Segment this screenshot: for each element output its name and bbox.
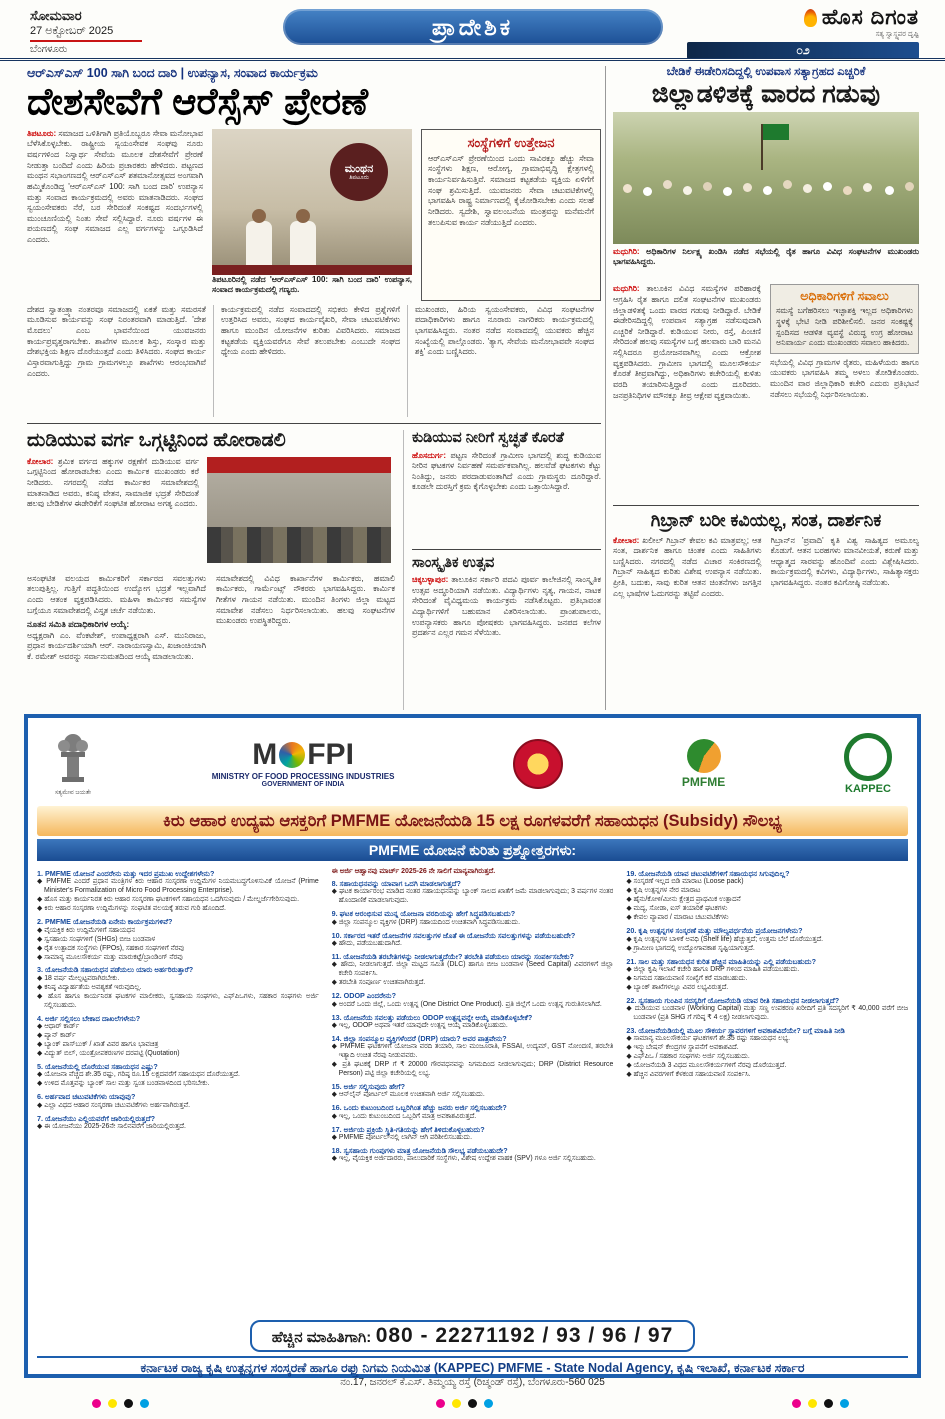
deadline-col2: ಸಭೆಯಲ್ಲಿ ವಿವಿಧ ಗ್ರಾಮಗಳ ರೈತರು, ಮಹಿಳೆಯರು ಹಾಗೂ ಯುವಕರು ಭಾಗವಹಿಸಿ ತಮ್ಮ ಅಳಲು ತೋಡಿಕೊಂಡರು. ಮುಂದಿನ ವಾರ ಜಿಲ್ಲಾಧಿಕಾರಿ ಕಚೇರಿ ಎದುರು ಪ್ರತಿಭಟನೆ ನಡೆಸಲು ಸಭೆಯಲ್ಲಿ ನಿರ್ಧರಿಸಲಾಯಿತು. [770, 357, 919, 399]
qa-answer: ◆ ಇಲ್ಲ, ವೈಯಕ್ತಿಕ ಅರ್ಜಿದಾರರು, ಪಾಲುದಾರಿಕೆ ಸಂಸ್ಥೆಗಳು, ವಿಶೇಷ ಉದ್ದೇಶ ವಾಹಕ (SPV) ಗಳೂ ಅರ್ಜಿ ಸಲ್ಲಿಸಬಹುದು. [331, 1155, 596, 1163]
deadline-col2-stack [770, 284, 919, 498]
kappec-label: KAPPEC [845, 783, 891, 795]
flame-icon [804, 9, 817, 27]
protest-photo [613, 112, 919, 244]
qa-answer: ◆ ಬ್ಯಾಂಕ್ ಶಾಖೆಗಳಲ್ಲೂ ವಿವರ ಲಭ್ಯವಿರುತ್ತದೆ. [626, 983, 729, 991]
qa-question: 2. PMFME ಯೋಜನೆಯಡಿ ಏನೇನು ಕಾರ್ಯಕ್ರಮಗಳಿವೆ? [37, 917, 173, 927]
qa-answer: ◆ ನಿಗಮದ ಸಹಾಯವಾಣಿ ಸಂಖ್ಯೆಗೆ ಕರೆ ಮಾಡಬಹುದು. [626, 974, 748, 982]
challenge-box [770, 284, 919, 354]
middle-column [403, 430, 601, 710]
regmark-group-center [436, 1399, 493, 1408]
red-rule [30, 40, 142, 42]
phone-number: 080 - 22271192 / 93 / 96 / 97 [375, 1324, 674, 1347]
qa-answer: ◆ ಹೊಸ ಮತ್ತು ಕಾರ್ಯನಿರತ ಕಿರು ಆಹಾರ ಸಂಸ್ಕರಣಾ ಘಟಕಗಳಿಗೆ ಸಹಾಯಧನ ಒದಗಿಸುವುದು / ಮೇಲ್ದರ್ಜೆಗೇರಿಸುವುದು. [37, 896, 300, 904]
qa-answer: ◆ ಜಿಲ್ಲಾ ಕೃಷಿ ಇಲಾಖೆ ಕಚೇರಿ ಹಾಗೂ DRP ಗಳಿಂದ ಮಾಹಿತಿ ಪಡೆಯಬಹುದು. [626, 965, 800, 973]
ad-headline: ಕಿರು ಆಹಾರ ಉದ್ಯಮ ಆಸಕ್ತರಿಗೆ PMFME ಯೋಜನೆಯಡಿ 15 ಲಕ್ಷ ರೂಗಳವರೆಗೆ ಸಹಾಯಧನ (Subsidy) ಸೌಲಭ್ಯ [37, 806, 908, 836]
registration-dot [792, 1399, 801, 1408]
water-dateline: ಹೊಸದುರ್ಗ: [412, 450, 447, 460]
qa-answer: ◆ ಕೃಷಿ ಉತ್ಪನ್ನಗಳ ನೇರ ಮಾರಾಟ [626, 887, 701, 895]
rss-col2: ದೇಶದ ಸ್ವಾತಂತ್ರ್ಯಾ ನಂತರವೂ ಸಮಾಜದಲ್ಲಿ ಏಕತೆ ಮತ್ತು ಸಮರಸತೆ ಮೂಡಿಸುವ ಕಾರ್ಯವನ್ನು ಸಂಘ ನಿರಂತರವಾಗಿ ಮಾಡುತ್ತಿದೆ. 'ದೇಶ ಮೊದಲು' ಎಂಬ ಭಾವನೆಯಿಂದ ಯುವಜನರು ಕಾರ್ಯಪ್ರವೃತ್ತರಾಗಬೇಕು. ಶಾಖೆಗಳ ಮೂಲಕ ಶಿಸ್ತು, ಸಂಸ್ಕಾರ ಮತ್ತು ದೇಶಭಕ್ತಿಯ ಶಿಕ್ಷಣ ದೊರೆಯುತ್ತದೆ ಎಂದು ತಿಳಿಸಿದರು. ಸಂಘದ ಕಾರ್ಯ ವಿಸ್ತಾರವಾಗುತ್ತಿದ್ದು ಗ್ರಾಮ ಗ್ರಾಮಗಳಲ್ಲೂ ಶಾಖೆಗಳು ಆರಂಭವಾಗಿವೆ ಎಂದರು. [27, 304, 206, 378]
kappec-logo [844, 733, 892, 795]
qa-answer: ◆ ಇಲ್ಲ, ಒಂದು ಕುಟುಂಬದಿಂದ ಒಬ್ಬರಿಗೆ ಮಾತ್ರ ಅವಕಾಶವಿರುತ್ತದೆ. [331, 1112, 477, 1120]
qa-answer: ◆ ಇಲ್ಲ, ODOP ಅಥವಾ ಇತರೆ ಯಾವುದೇ ಉತ್ಪನ್ನ ಆಯ್ಕೆ ಮಾಡಿಕೊಳ್ಳಬಹುದು. [331, 1021, 508, 1029]
culture-headline: ಸಾಂಸ್ಕೃತಿಕ ಉತ್ಸವ [412, 554, 495, 571]
deadline-col1: ಮಧುಗಿರಿ: ತಾಲೂಕಿನ ವಿವಿಧ ಸಮಸ್ಯೆಗಳ ಪರಿಹಾರಕ್ಕೆ ಆಗ್ರಹಿಸಿ ರೈತ ಹಾಗೂ ದಲಿತ ಸಂಘಟನೆಗಳ ಮುಖಂಡರು ಜಿಲ್ಲಾಡಳಿತಕ್ಕೆ ಒಂದು ವಾರದ ಗಡುವು ನೀಡಿದ್ದಾರೆ. ಬೇಡಿಕೆ ಈಡೇರಿಸದಿದ್ದಲ್ಲಿ ಉಪವಾಸ ಸತ್ಯಾಗ್ರಹ ನಡೆಸುವುದಾಗಿ ಎಚ್ಚರಿಕೆ ನೀಡಿದ್ದಾರೆ. ಕುಡಿಯುವ ನೀರು, ರಸ್ತೆ, ಪಿಂಚಣಿ ಸೇರಿದಂತೆ ಹಲವು ಸಮಸ್ಯೆಗಳ ಬಗ್ಗೆ ಹಲವಾರು ಬಾರಿ ಮನವಿ ಸಲ್ಲಿಸಿದರೂ ಪ್ರಯೋಜನವಾಗಿಲ್ಲ ಎಂದು ಆಕ್ರೋಶ ವ್ಯಕ್ತಪಡಿಸಿದರು. ಗ್ರಾಮೀಣ ಭಾಗದಲ್ಲಿ ಮೂಲಸೌಕರ್ಯ ಕೊರತೆ ತೀವ್ರವಾಗಿದ್ದು, ಅಧಿಕಾರಿಗಳು ಕಚೇರಿಯಲ್ಲಿ ಕುಳಿತು ವರದಿ ತಯಾರಿಸುತ್ತಿದ್ದಾರೆ ಎಂದು ದೂರಿದರು. ಜನಪ್ರತಿನಿಧಿಗಳ ಮೌನಕ್ಕೂ ತೀವ್ರ ಆಕ್ಷೇಪ ವ್ಯಕ್ತವಾಯಿತು. [613, 284, 761, 400]
qa-answer: ◆ PMFME ಎಂದರೆ ಪ್ರಧಾನ ಮಂತ್ರಿಗಳ ಕಿರು ಆಹಾರ ಸಂಸ್ಕರಣಾ ಉದ್ದಿಮೆಗಳ ನಿಯಮಬದ್ಧಗೊಳಿಸುವಿಕೆ ಯೋಜನೆ (Prime Minister's Formalization of Micro Food Processing Enterprise). [37, 878, 319, 895]
qa-answer: ◆ PMFME ಘಟಕಗಳಿಗೆ ಯೋಜನಾ ವರದಿ ತಯಾರಿ, ಸಾಲ ಮಂಜೂರಾತಿ, FSSAI, ಉದ್ಯಮ್, GST ನೋಂದಣಿ, ತರಬೇತಿ ಇತ್ಯಾದಿ ಉಚಿತ ನೆರವು ನೀಡುವವರು. [331, 1043, 614, 1060]
water-body: ಹೊಸದುರ್ಗ: ಪಟ್ಟಣ ಸೇರಿದಂತೆ ಗ್ರಾಮೀಣ ಭಾಗದಲ್ಲಿ ಶುದ್ಧ ಕುಡಿಯುವ ನೀರಿನ ಘಟಕಗಳ ನಿರ್ವಹಣೆ ಸಮರ್ಪಕವಾಗಿಲ್ಲ. ಹಲವೆಡೆ ಘಟಕಗಳು ಕೆಟ್ಟು ನಿಂತಿದ್ದು, ಜನರು ಪರದಾಡುವಂತಾಗಿದೆ ಎಂದು ಗ್ರಾಮಸ್ಥರು ದೂರಿದ್ದಾರೆ. ಕೂಡಲೇ ದುರಸ್ತಿಗೆ ಕ್ರಮ ಕೈಗೊಳ್ಳಬೇಕು ಎಂದು ಒತ್ತಾಯಿಸಿದ್ದಾರೆ. [412, 450, 601, 492]
edition-city: ಬೆಂಗಳೂರು [30, 44, 68, 55]
registration-dot [124, 1399, 133, 1408]
challenge-box-body: ಸಮಸ್ಯೆ ಬಗೆಹರಿಸಲು ಇಚ್ಛಾಶಕ್ತಿ ಇಲ್ಲದ ಅಧಿಕಾರಿಗಳು ಸ್ಥಳಕ್ಕೆ ಭೇಟಿ ನೀಡಿ ಪರಿಶೀಲಿಸಲಿ. ಜನರ ಸಂಕಷ್ಟಕ್ಕೆ ಸ್ಪಂದಿಸದ ಆಡಳಿತ ವ್ಯವಸ್ಥೆ ವಿರುದ್ಧ ಉಗ್ರ ಹೋರಾಟ ಅನಿವಾರ್ಯ ಎಂದು ಮುಖಂಡರು ಸವಾಲು ಹಾಕಿದರು. [776, 306, 913, 348]
registration-dot [824, 1399, 833, 1408]
paper-logo-block [687, 6, 919, 59]
rss-top-row [27, 129, 601, 301]
qa-question: 12. ODOP ಎಂದರೇನು? [331, 991, 396, 1001]
date: 27 ಅಕ್ಟೋಬರ್ 2025 [30, 25, 114, 37]
encourage-box-title: ಸಂಸ್ಥೆಗಳಿಗೆ ಉತ್ತೇಜನ [467, 134, 555, 150]
qa-answer: ◆ ದುಡಿಯುವ ಬಂಡವಾಳ (Working Capital) ಮತ್ತು ಸಣ್ಣ ಉಪಕರಣ ಖರೀದಿಗೆ ಪ್ರತಿ ಸದಸ್ಯರಿಗೆ ₹ 40,000 ವರೆಗೆ ಬೀಜ ಬಂಡವಾಳ (ಪ್ರತಿ SHG ಗೆ ಗರಿಷ್ಠ ₹ 4 ಲಕ್ಷ) ನೀಡಲಾಗುವುದು. [626, 1005, 909, 1022]
qa-question: 13. ಯೋಜನೆಯ ಸವಲತ್ತು ಪಡೆಯಲು ODOP ಉತ್ಪನ್ನವನ್ನೇ ಆಯ್ಕೆ ಮಾಡಿಕೊಳ್ಳಬೇಕೆ? [331, 1012, 533, 1022]
qa-question: 21. ಸಾಲ ಮತ್ತು ಸಹಾಯಧನ ಕುರಿತ ಹೆಚ್ಚಿನ ಮಾಹಿತಿಯನ್ನು ಎಲ್ಲಿ ಪಡೆಯಬಹುದು? [626, 956, 816, 966]
mofpi-wordmark: M FPI [252, 738, 354, 771]
left-lower-row [27, 423, 601, 710]
pmfme-label: PMFME [681, 775, 726, 789]
qa-answer: ◆ ಯೋಜನೆಯಡಿ 3 ವಿಧದ ಮೂಲಸೌಕರ್ಯಗಳಿಗೆ ನೆರವು ದೊರೆಯುತ್ತದೆ. [626, 1062, 787, 1070]
labour-headline: ದುಡಿಯುವ ವರ್ಗ ಒಗ್ಗಟ್ಟಿನಿಂದ ಹೋರಾಡಲಿ [27, 429, 286, 451]
qa-question: 18. ಸ್ವಸಹಾಯ ಗುಂಪುಗಳು ಮಾತ್ರ ಯೋಜನೆಯಡಿ ಸೌಲಭ್ಯ ಪಡೆಯಬಹುದೇ? [331, 1146, 508, 1156]
encourage-box-body: ಆರ್‌ಎಸ್‌ಎಸ್ ಪ್ರೇರಣೆಯಿಂದ ಒಂದು ಸಾವಿರಕ್ಕೂ ಹೆಚ್ಚು ಸೇವಾ ಸಂಸ್ಥೆಗಳು ಶಿಕ್ಷಣ, ಆರೋಗ್ಯ, ಗ್ರಾಮಾಭಿವೃದ್ಧಿ ಕ್ಷೇತ್ರಗಳಲ್ಲಿ ಕಾರ್ಯನಿರ್ವಹಿಸುತ್ತಿವೆ. ಸಮಾಜದ ಕಟ್ಟಕಡೆಯ ವ್ಯಕ್ತಿಯ ಏಳಿಗೆಗೆ ಸಂಘ ಶ್ರಮಿಸುತ್ತಿದೆ. ಯುವಜನರು ಸೇವಾ ಚಟುವಟಿಕೆಗಳಲ್ಲಿ ಭಾಗವಹಿಸಿ ರಾಷ್ಟ್ರ ನಿರ್ಮಾಣದಲ್ಲಿ ಕೈಜೋಡಿಸಬೇಕು ಎಂದು ಸಲಹೆ ನೀಡಿದರು. ಸ್ವದೇಶಿ, ಸ್ವಾವಲಂಬನೆಯ ಮಂತ್ರವನ್ನು ಮನೆಮನೆಗೆ ತಲುಪಿಸುವ ಕಾರ್ಯ ನಡೆಯುತ್ತಿದೆ ಎಂದರು. [428, 153, 594, 227]
ad-qa-area [37, 866, 908, 1316]
guest-silhouette [290, 221, 316, 265]
qa-answer: ◆ ರೈತ ಉತ್ಪಾದಕ ಸಂಸ್ಥೆಗಳು (FPOs), ಸಹಕಾರ ಸಂಘಗಳಿಗೆ ನೆರವು [37, 944, 185, 952]
qa-answer: ◆ ಪ್ಯಾನ್ ಕಾರ್ಡ್ [37, 1032, 76, 1040]
qa-column-3 [626, 866, 908, 1316]
rss-col4: ಮುಖಂಡರು, ಹಿರಿಯ ಸ್ವಯಂಸೇವಕರು, ವಿವಿಧ ಸಂಘಟನೆಗಳ ಪದಾಧಿಕಾರಿಗಳು ಹಾಗೂ ನೂರಾರು ನಾಗರಿಕರು ಕಾರ್ಯಕ್ರಮದಲ್ಲಿ ಭಾಗವಹಿಸಿದ್ದರು. ನಂತರ ನಡೆದ ಸಂವಾದದಲ್ಲಿ ಯುವಕರು ಹೆಚ್ಚಿನ ಸಂಖ್ಯೆಯಲ್ಲಿ ಪಾಲ್ಗೊಂಡರು. 'ತ್ಯಾಗ, ಸೇವೆಯ ಮನೋಭಾವವೇ ಸಂಘದ ಶಕ್ತಿ' ಎಂದು ಬಣ್ಣಿಸಿದರು. [407, 305, 601, 417]
green-flag [763, 124, 789, 140]
rss-figure [212, 129, 412, 301]
encourage-box [421, 129, 601, 301]
labour-col2-block: ಅಸಂಘಟಿತ ವಲಯದ ಕಾರ್ಮಿಕರಿಗೆ ಸರ್ಕಾರದ ಸವಲತ್ತುಗಳು ತಲುಪುತ್ತಿಲ್ಲ. ಗುತ್ತಿಗೆ ಪದ್ಧತಿಯಿಂದ ಉದ್ಯೋಗ ಭದ್ರತೆ ಇಲ್ಲವಾಗಿದೆ ಎಂದು ಆತಂಕ ವ್ಯಕ್ತಪಡಿಸಿದರು. ಮಹಿಳಾ ಕಾರ್ಮಿಕರ ಸಮಸ್ಯೆಗಳ ಬಗ್ಗೆಯೂ ಸಮಾವೇಶದಲ್ಲಿ ವಿಸ್ತೃತ ಚರ್ಚೆ ನಡೆಯಿತು. ನೂತನ ಸಮಿತಿ ಪದಾಧಿಕಾರಿಗಳ ಆಯ್ಕೆ: ಅಧ್ಯಕ್ಷರಾಗಿ ಎಂ. ವೆಂಕಟೇಶ್, ಉಪಾಧ್ಯಕ್ಷರಾಗಿ ಎಸ್. ಮುನಿರಾಜು, ಪ್ರಧಾನ ಕಾರ್ಯದರ್ಶಿಯಾಗಿ ಆರ್. ನಾರಾಯಣಸ್ವಾಮಿ, ಖಜಾಂಚಿಯಾಗಿ ಕೆ. ರಮೇಶ್ ಅವರನ್ನು ಸರ್ವಾನುಮತದಿಂದ ಆಯ್ಕೆ ಮಾಡಲಾಯಿತು. [27, 573, 206, 661]
qa-answer: ◆ ಆಧಾರ್ ಕಾರ್ಡ್ [37, 1023, 80, 1031]
pmfme-glyph-icon [687, 739, 721, 773]
labour-col1: ಕೋಲಾರ: ಶ್ರಮಿಕ ವರ್ಗದ ಹಕ್ಕುಗಳ ರಕ್ಷಣೆಗೆ ದುಡಿಯುವ ವರ್ಗ ಒಗ್ಗಟ್ಟಿನಿಂದ ಹೋರಾಡಬೇಕು ಎಂದು ಕಾರ್ಮಿಕ ಮುಖಂಡರು ಕರೆ ನೀಡಿದರು. ನಗರದಲ್ಲಿ ನಡೆದ ಕಾರ್ಮಿಕರ ಸಮಾವೇಶದಲ್ಲಿ ಮಾತನಾಡಿದ ಅವರು, ಕನಿಷ್ಠ ವೇತನ, ಸಾಮಾಜಿಕ ಭದ್ರತೆ ಸೇರಿದಂತೆ ಹಲವು ಬೇಡಿಕೆಗಳ ಈಡೇರಿಕೆಗೆ ಸಂಘಟಿತ ಹೋರಾಟ ಅಗತ್ಯ ಎಂದರು. [27, 456, 199, 509]
qa-column-2 [332, 866, 614, 1316]
qa-answer: ◆ ಬ್ಯಾಂಕ್ ಪಾಸ್‌ಬುಕ್ / ಖಾತೆ ವಿವರ ಹಾಗೂ ಭಾವಚಿತ್ರ [37, 1041, 159, 1048]
qa-answer: ◆ ಕೃಷಿ ಉತ್ಪನ್ನಗಳ ಬಾಳಿಕೆ ಅವಧಿ (Shelf life) ಹೆಚ್ಚುತ್ತದೆ; ಉತ್ತಮ ಬೆಲೆ ದೊರೆಯುತ್ತದೆ. [626, 935, 824, 943]
qa-question: 19. ಯೋಜನೆಯಡಿ ಯಾವ ಚಟುವಟಿಕೆಗಳಿಗೆ ಸಹಾಯಧನ ಸಿಗುವುದಿಲ್ಲ? [626, 869, 790, 878]
rss-kicker: ಆರ್‌ಎಸ್‌ಎಸ್ 100 ಸಾಗಿ ಬಂದ ದಾರಿ | ಉಪನ್ಯಾಸ, ಸಂವಾದ ಕಾರ್ಯಕ್ರಮ [27, 66, 318, 80]
pmfme-advertisement [24, 714, 921, 1388]
qa-answer: ◆ ಹೆಚ್ಚಿನ ವಿವರಗಳಿಗೆ ಕೆಳಕಂಡ ಸಹಾಯವಾಣಿ ಸಂಪರ್ಕಿಸಿ. [626, 1071, 751, 1079]
registration-dot [436, 1399, 445, 1408]
labour-col3: ಸಮಾವೇಶದಲ್ಲಿ ವಿವಿಧ ಕಾರ್ಖಾನೆಗಳ ಕಾರ್ಮಿಕರು, ಹಮಾಲಿ ಕಾರ್ಮಿಕರು, ಗಾರ್ಮೆಂಟ್ಸ್ ನೌಕರರು ಭಾಗವಹಿಸಿದ್ದರು. ಕಾರ್ಮಿಕ ಗೀತೆಗಳ ಗಾಯನ ನಡೆಯಿತು. ಮುಂದಿನ ತಿಂಗಳು ಜಿಲ್ಲಾ ಮಟ್ಟದ ಸಮಾವೇಶ ನಡೆಸಲು ನಿರ್ಧರಿಸಲಾಯಿತು. ಹಲವು ಸಂಘಟನೆಗಳ ಮುಖಂಡರು ಉಪಸ್ಥಿತರಿದ್ದರು. [216, 573, 395, 626]
emblem-caption: ಸತ್ಯಮೇವ ಜಯತೇ [55, 790, 91, 796]
qa-question: 11. ಯೋಜನೆಯಡಿ ತರಬೇತಿಗಳನ್ನು ನೀಡಲಾಗುತ್ತದೆಯೇ? ತರಬೇತಿ ಪಡೆಯಲು ಯಾರನ್ನು ಸಂಪರ್ಕಿಸಬೇಕು? [331, 951, 574, 961]
rss-headline: ದೇಶಸೇವೆಗೆ ಆರೆಸ್ಸೆಸ್ ಪ್ರೇರಣೆ [27, 81, 369, 122]
registration-dot [140, 1399, 149, 1408]
gibran-dateline: ಕೋಲಾರ: [613, 535, 640, 545]
qa-answer: ◆ ಎಫ್‌ಪಿಒ / ಸಹಕಾರ ಸಂಘಗಳು ಅರ್ಜಿ ಸಲ್ಲಿಸಬಹುದು. [626, 1053, 750, 1061]
gibran-col1: ಕೋಲಾರ: ಖಲೀಲ್ ಗಿಬ್ರಾನ್ ಕೇವಲ ಕವಿ ಮಾತ್ರವಲ್ಲ; ಆತ ಸಂತ, ದಾರ್ಶನಿಕ ಹಾಗೂ ಚಿಂತಕ ಎಂದು ಸಾಹಿತಿಗಳು ಬಣ್ಣಿಸಿದರು. ನಗರದಲ್ಲಿ ನಡೆದ ವಿಚಾರ ಸಂಕಿರಣದಲ್ಲಿ ಗಿಬ್ರಾನ್ ಸಾಹಿತ್ಯದ ಕುರಿತು ವಿಶೇಷ ಉಪನ್ಯಾಸ ನಡೆಯಿತು. ಪ್ರೀತಿ, ಬದುಕು, ಸಾವು ಕುರಿತ ಆತನ ಚಿಂತನೆಗಳು ಜಗತ್ತಿನ ಎಲ್ಲ ಭಾಷೆಗಳ ಓದುಗರನ್ನು ತಟ್ಟಿವೆ ಎಂದರು. [613, 535, 762, 598]
registration-dot [484, 1399, 493, 1408]
qa-answer: ◆ ಹೈನು/ಕೋಳಿ/ಮೀನು ಕ್ಷೇತ್ರದ ಪ್ರಾಥಮಿಕ ಉತ್ಪಾದನೆ [626, 896, 741, 904]
qa-answer: ◆ ಆನ್‌ಲೈನ್ ಪೋರ್ಟಲ್ ಮೂಲಕ ಉಚಿತವಾಗಿ ಅರ್ಜಿ ಸಲ್ಲಿಸಬಹುದು. [331, 1091, 485, 1099]
regmark-group-left [92, 1399, 149, 1408]
qa-answer: ◆ ಸಂಸ್ಕರಣೆ ಇಲ್ಲದ ಬಿಡಿ ಮಾರಾಟ (Loose pack) [626, 878, 744, 886]
karnataka-emblem-logo [513, 739, 563, 789]
rss-col1: ತಿಪಟೂರು: ಸಮಾಜದ ಒಳಿತಿಗಾಗಿ ಪ್ರತಿಯೊಬ್ಬರೂ ಸೇವಾ ಮನೋಭಾವ ಬೆಳೆಸಿಕೊಳ್ಳಬೇಕು. ರಾಷ್ಟ್ರೀಯ ಸ್ವಯಂಸೇವಕ ಸಂಘವು ನೂರು ವರ್ಷಗಳಿಂದ ನಿಸ್ವಾರ್ಥ ಸೇವೆಯ ಮೂಲಕ ದೇಶಸೇವೆಗೆ ಪ್ರೇರಣೆ ನೀಡುತ್ತಾ ಬಂದಿದೆ ಎಂದು ಹಿರಿಯ ಪ್ರಚಾರಕರು ಹೇಳಿದರು. ಪಟ್ಟಣದ ಮಂಥನ ಸಭಾಂಗಣದಲ್ಲಿ ಆರ್‌ಎಸ್‌ಎಸ್ ಶತಮಾನೋತ್ಸವದ ಅಂಗವಾಗಿ ಹಮ್ಮಿಕೊಂಡಿದ್ದ 'ಆರ್‌ಎಸ್‌ಎಸ್ 100: ಸಾಗಿ ಬಂದ ದಾರಿ' ಉಪನ್ಯಾಸ ಮತ್ತು ಸಂವಾದ ಕಾರ್ಯಕ್ರಮದಲ್ಲಿ ಅವರು ಮಾತನಾಡಿದರು. ಸಂಘದ ಸ್ವಯಂಸೇವಕರು ನೆರೆ, ಬರ ಸೇರಿದಂತೆ ಸಂಕಷ್ಟದ ಸಂದರ್ಭಗಳಲ್ಲಿ ಮುಂಚೂಣಿಯಲ್ಲಿ ನಿಂತು ಸೇವೆ ಸಲ್ಲಿಸಿದ್ದಾರೆ. ನೂರು ವರ್ಷಗಳ ಈ ಪಯಣದಲ್ಲಿ ಸಂಘ ಸಮಾಜದ ಎಲ್ಲ ವರ್ಗಗಳನ್ನು ಒಗ್ಗೂಡಿಸಿದೆ ಎಂದರು. [27, 128, 203, 245]
qa-answer: ◆ 18 ವರ್ಷ ಮೇಲ್ಪಟ್ಟವರಾಗಿರಬೇಕು. [37, 974, 120, 982]
masthead-dateblock [30, 8, 142, 55]
gibran-columns [613, 536, 919, 686]
mofpi-swirl-icon [279, 742, 305, 768]
ad-logo-row [37, 722, 908, 806]
qa-answer: ◆ ಹೌದು, ಪಡೆಯಬಹುದಾಗಿದೆ. [331, 939, 402, 947]
qa-answer: ◆ PMFME ಪೋರ್ಟಲ್‌ನಲ್ಲಿ ಲಾಗಿನ್ ಆಗಿ ಪರಿಶೀಲಿಸಬಹುದು. [331, 1134, 473, 1142]
ashoka-pillar-icon [53, 731, 93, 785]
registration-dot [92, 1399, 101, 1408]
deadline-dateline: ಮಧುಗಿರಿ: [613, 284, 640, 294]
qa-question: 17. ಅರ್ಜಿಯ ಪ್ರಕ್ರಿಯೆ ಸ್ಥಿತಿ-ಗತಿಯನ್ನು ಹೇಗೆ ತಿಳಿದುಕೊಳ್ಳಬಹುದು? [331, 1124, 485, 1134]
meeting-photo [207, 457, 391, 563]
qa-question: 4. ಅರ್ಜಿ ಸಲ್ಲಿಸಲು ಬೇಕಾದ ದಾಖಲೆಗಳೇನು? [37, 1013, 141, 1023]
qa-answer: ◆ ಹೌದು, ನೀಡಲಾಗುತ್ತದೆ. ಜಿಲ್ಲಾ ಮಟ್ಟದ ಸಮಿತಿ (DLC) ಹಾಗೂ ಬೀಜ ಬಂಡವಾಳ (Seed Capital) ವಿವರಗಳಿಗೆ ಜಿಲ್ಲಾ ಕಚೇರಿ ಸಂಪರ್ಕಿಸಿ. [331, 961, 614, 978]
qa-question: 3. ಯೋಜನೆಯಡಿ ಸಹಾಯಧನ ಪಡೆಯಲು ಯಾರು ಅರ್ಹರಿರುತ್ತಾರೆ? [37, 965, 194, 975]
speaker-silhouette [246, 221, 272, 265]
page-number: ೦೨ [796, 43, 810, 57]
registration-dot [840, 1399, 849, 1408]
qa-question: 5. ಯೋಜನೆಯಲ್ಲಿ ದೊರೆಯುವ ಸಹಾಯಧನ ಎಷ್ಟು? [37, 1061, 158, 1071]
qa-answer: ◆ ಸಾಮಾನ್ಯ ಮೂಲಸೌಕರ್ಯ ಘಟಕಗಳಿಗೆ ಶೇ.35 ರಷ್ಟು ಸಹಾಯಧನ ಲಭ್ಯ. [626, 1035, 791, 1043]
print-registration-marks [0, 1399, 945, 1411]
gibran-headline: ಗಿಬ್ರಾನ್ ಬರೀ ಕವಿಯಲ್ಲ, ಸಂತ, ದಾರ್ಶನಿಕ [650, 510, 882, 531]
qa-answer: ◆ ಕನಿಷ್ಠ ವಿದ್ಯಾರ್ಹತೆಯ ಅವಶ್ಯಕತೆ ಇರುವುದಿಲ್ಲ. [37, 983, 142, 991]
qa-answer: ◆ ಕೇವಲ ವ್ಯಾಪಾರ / ಮಾರಾಟ ಚಟುವಟಿಕೆಗಳು [626, 914, 729, 922]
registration-dot [108, 1399, 117, 1408]
pmfme-logo [682, 739, 725, 789]
labour-article [27, 430, 403, 710]
labour-dateline: ಕೋಲಾರ: [27, 456, 54, 466]
dais-table [212, 265, 412, 275]
qa-answer: ◆ ಅಂದರೆ ಒಂದು ಜಿಲ್ಲೆ, ಒಂದು ಉತ್ಪನ್ನ (One District One Product). ಪ್ರತಿ ಜಿಲ್ಲೆಗೆ ಒಂದು ಉತ್ಪನ್ನ ಗುರುತಿಸಲಾಗಿದೆ. [331, 1000, 602, 1008]
rss-col3: ಕಾರ್ಯಕ್ರಮದಲ್ಲಿ ನಡೆದ ಸಂವಾದದಲ್ಲಿ ಸಭಿಕರು ಕೇಳಿದ ಪ್ರಶ್ನೆಗಳಿಗೆ ಉತ್ತರಿಸಿದ ಅವರು, ಸಂಘದ ಕಾರ್ಯವೈಖರಿ, ಸೇವಾ ಚಟುವಟಿಕೆಗಳು ಹಾಗೂ ಮುಂದಿನ ಯೋಜನೆಗಳ ಕುರಿತು ವಿವರಿಸಿದರು. ಸಮಾಜದ ಕಟ್ಟಕಡೆಯ ವ್ಯಕ್ತಿಯವರೆಗೂ ಸೇವೆ ತಲುಪಬೇಕು ಎಂಬುದೇ ಸಂಘದ ಧ್ಯೇಯ ಎಂದು ಹೇಳಿದರು. [213, 305, 407, 417]
qa-question: 9. ಘಟಕ ಆರಂಭಿಸುವ ಮುನ್ನ ಯೋಜನಾ ವರದಿಯನ್ನು ಹೇಗೆ ಸಿದ್ಧಪಡಿಸಬಹುದು? [331, 909, 516, 919]
qa-question: 20. ಕೃಷಿ ಉತ್ಪನ್ನಗಳ ಸಂಸ್ಕರಣೆ ಮತ್ತು ಮೌಲ್ಯವರ್ಧನೆಯ ಪ್ರಯೋಜನಗಳೇನು? [626, 926, 803, 936]
qa-answer: ◆ ವಿದ್ಯುತ್ ಬಿಲ್, ಯಂತ್ರೋಪಕರಣಗಳ ದರಪಟ್ಟಿ (Quotation) [37, 1049, 180, 1057]
ad-subhead: PMFME ಯೋಜನೆ ಕುರಿತು ಪ್ರಶ್ನೋತ್ತರಗಳು: [37, 839, 908, 861]
mid-divider [412, 549, 601, 550]
qa-answer: ◆ ಘಟಕ ಕಾರ್ಯಾರಂಭ ಮಾಡಿದ ನಂತರ ಸಹಾಯಧನವನ್ನು ಬ್ಯಾಂಕ್ ಸಾಲದ ಖಾತೆಗೆ ಜಮೆ ಮಾಡಲಾಗುವುದು; 3 ವರ್ಷಗಳ ನಂತರ ಹೊಂದಾಣಿಕೆ ಮಾಡಲಾಗುವುದು. [331, 888, 614, 905]
qa-answer: ◆ ಪ್ರತಿ ಘಟಕಕ್ಕೆ DRP ಗೆ ₹ 20000 ಗೌರವಧನವನ್ನು ನಿಗಮದಿಂದ ನೀಡಲಾಗುವುದು; DRP (District Resource Person) ಪಟ್ಟಿ ಜಿಲ್ಲಾ ಕಚೇರಿಯಲ್ಲಿ ಲಭ್ಯ. [331, 1061, 614, 1078]
india-emblem-logo [53, 731, 93, 797]
qa-question: 7. ಯೋಜನೆಯು ಎಲ್ಲಿಯವರೆಗೆ ಜಾರಿಯಲ್ಲಿರುತ್ತದೆ? [37, 1113, 156, 1123]
kappec-ring-icon [844, 733, 892, 781]
culture-dateline: ಚಿಕ್ಕಬಳ್ಳಾಪುರ: [412, 575, 449, 585]
qa-answer: ◆ ಮದ್ಯ, ಸೋಡಾ, ಐಸ್ ತಯಾರಿಕೆ ಘಟಕಗಳು [626, 905, 728, 913]
column-divider [605, 66, 606, 710]
right-news-zone [613, 66, 919, 710]
mofpi-logo [212, 740, 395, 788]
qa-question: 23. ಯೋಜನೆಯಡಿಯಲ್ಲಿ ಮೂಲ ಸೌಕರ್ಯ ಸ್ಥಾವರಗಳಿಗೆ ಅವಕಾಶವಿದೆಯೇ? ಬಗ್ಗೆ ಮಾಹಿತಿ ನೀಡಿ [626, 1026, 845, 1036]
protest-caption: ಮಧುಗಿರಿ: ಅಧಿಕಾರಿಗಳ ನಿರ್ಲಕ್ಷ್ಯ ಖಂಡಿಸಿ ನಡೆದ ಸಭೆಯಲ್ಲಿ ರೈತ ಹಾಗೂ ವಿವಿಧ ಸಂಘಟನೆಗಳ ಮುಖಂಡರು ಭಾಗವಹಿಸಿದ್ದರು. [613, 247, 919, 267]
phone-box [250, 1320, 696, 1352]
mofpi-line1: MINISTRY OF FOOD PROCESSING INDUSTRIES [211, 772, 395, 781]
mofpi-line2: GOVERNMENT OF INDIA [261, 781, 345, 788]
deadline-headline: ಜಿಲ್ಲಾಡಳಿತಕ್ಕೆ ವಾರದ ಗಡುವು [651, 80, 881, 108]
ad-organisation: ಕರ್ನಾಟಕ ರಾಜ್ಯ ಕೃಷಿ ಉತ್ಪನ್ನಗಳ ಸಂಸ್ಕರಣೆ ಹಾಗೂ ರಫ್ತು ನಿಗಮ ನಿಯಮಿತ (KAPPEC) PMFME - State Nodal Agency, ಕೃಷಿ ಇಲಾಖೆ, ಕರ್ನಾಟಕ ಸರ್ಕಾರ [37, 1356, 908, 1376]
rss-dateline: ತಿಪಟೂರು: [27, 128, 57, 138]
qa-answer: ◆ ಇನ್ಕ್ಯುಬೇಷನ್ ಕೇಂದ್ರಗಳ ಸ್ಥಾಪನೆಗೆ ಅವಕಾಶವಿದೆ. [626, 1044, 739, 1052]
qa-question: 16. ಒಂದು ಕುಟುಂಬದಿಂದ ಒಬ್ಬರಿಗಿಂತ ಹೆಚ್ಚು ಜನರು ಅರ್ಜಿ ಸಲ್ಲಿಸಬಹುದೇ? [331, 1103, 507, 1113]
regmark-group-right [792, 1399, 849, 1408]
qa-answer: ◆ ವೈಯಕ್ತಿಕ ಕಿರು ಉದ್ದಿಮೆಗಳಿಗೆ ಸಹಾಯಧನ [37, 926, 136, 934]
qa-answer: ◆ ಹೊಸ ಹಾಗೂ ಕಾರ್ಯನಿರತ ಘಟಕಗಳ ಮಾಲೀಕರು, ಸ್ವಸಹಾಯ ಸಂಘಗಳು, ಎಫ್‌ಪಿಒಗಳು, ಸಹಕಾರ ಸಂಘಗಳು ಅರ್ಜಿ ಸಲ್ಲಿಸಬಹುದು. [37, 992, 319, 1009]
qa-answer: ◆ ಎಲ್ಲಾ ವಿಧದ ಆಹಾರ ಸಂಸ್ಕರಣಾ ಚಟುವಟಿಕೆಗಳು ಅರ್ಹವಾಗಿರುತ್ತವೆ. [37, 1101, 191, 1109]
qa-answer: ◆ ಕಿರು ಆಹಾರ ಸಂಸ್ಕರಣಾ ಉದ್ದಿಮೆಗಳನ್ನು ಸಂಘಟಿತ ವಲಯಕ್ಕೆ ತರುವ ಗುರಿ ಹೊಂದಿದೆ. [37, 905, 226, 913]
qa-answer: ◆ ಗ್ರಾಮೀಣ ಭಾಗದಲ್ಲಿ ಉದ್ಯೋಗಾವಕಾಶ ಸೃಷ್ಟಿಯಾಗುತ್ತದೆ. [626, 944, 755, 952]
weekday: ಸೋಮವಾರ [30, 8, 82, 23]
qa-answer: ◆ ತರಬೇತಿ ಸಂಪೂರ್ಣ ಉಚಿತವಾಗಿರುತ್ತದೆ. [331, 979, 426, 987]
qa-answer: ◆ ಈ ಯೋಜನೆಯು 2025-26ನೇ ಸಾಲಿನವರೆಗೆ ಜಾರಿಯಲ್ಲಿರುತ್ತದೆ. [37, 1122, 186, 1130]
page-number-bar [687, 42, 919, 59]
committee-subhead: ನೂತನ ಸಮಿತಿ ಪದಾಧಿಕಾರಿಗಳ ಆಯ್ಕೆ: [27, 619, 130, 630]
section-banner: ಪ್ರಾದೇಶಿಕ [283, 9, 663, 45]
paper-name: ಹೊಸ ದಿಗಂತ [821, 6, 919, 29]
rss-bottom-row [27, 305, 601, 417]
registration-dot [452, 1399, 461, 1408]
qa-question: 10. ಸರ್ಕಾರದ ಇತರೆ ಯೋಜನೆಗಳ ಸವಲತ್ತುಗಳ ಜೊತೆ ಈ ಯೋಜನೆಯ ಸವಲತ್ತುಗಳನ್ನು ಪಡೆಯಬಹುದೇ? [331, 930, 576, 940]
qa-answer: ◆ ಯೋಜನಾ ವೆಚ್ಚದ ಶೇ.35 ರಷ್ಟು, ಗರಿಷ್ಠ ರೂ.15 ಲಕ್ಷದವರೆಗೆ ಸಹಾಯಧನ ದೊರೆಯುತ್ತದೆ. [37, 1071, 240, 1079]
deadline-kicker: ಬೇಡಿಕೆ ಈಡೇರಿಸದಿದ್ದಲ್ಲಿ ಉಪವಾಸ ಸತ್ಯಾಗ್ರಹದ ಎಚ್ಚರಿಕೆ [666, 66, 866, 78]
rss-photo-caption: ತಿಪಟೂರಿನಲ್ಲಿ ನಡೆದ 'ಆರ್‌ಎಸ್‌ಎಸ್ 100: ಸಾಗಿ ಬಂದ ದಾರಿ' ಉಪನ್ಯಾಸ, ಸಂವಾದ ಕಾರ್ಯಕ್ರಮದಲ್ಲಿ ಗಣ್ಯರು. [212, 274, 412, 294]
crowd-silhouette [207, 527, 391, 563]
ad-phone-row [37, 1320, 908, 1352]
qa-answer: ◆ ಸ್ವಸಹಾಯ ಸಂಘಗಳಿಗೆ (SHGs) ಬೀಜ ಬಂಡವಾಳ [37, 935, 156, 943]
masthead-rule [0, 58, 945, 61]
karnataka-emblem-icon [513, 739, 563, 789]
registration-dot [808, 1399, 817, 1408]
qa-question: 15. ಅರ್ಜಿ ಸಲ್ಲಿಸುವುದು ಹೇಗೆ? [331, 1082, 405, 1092]
culture-body: ಚಿಕ್ಕಬಳ್ಳಾಪುರ: ತಾಲೂಕಿನ ಸರ್ಕಾರಿ ಪದವಿ ಪೂರ್ವ ಕಾಲೇಜಿನಲ್ಲಿ ಸಾಂಸ್ಕೃತಿಕ ಉತ್ಸವ ಅದ್ಧೂರಿಯಾಗಿ ನಡೆಯಿತು. ವಿದ್ಯಾರ್ಥಿಗಳು ನೃತ್ಯ, ಗಾಯನ, ನಾಟಕ ಸೇರಿದಂತೆ ವೈವಿಧ್ಯಮಯ ಕಾರ್ಯಕ್ರಮ ನಡೆಸಿಕೊಟ್ಟರು. ಪ್ರತಿಭಾವಂತ ವಿದ್ಯಾರ್ಥಿಗಳಿಗೆ ಬಹುಮಾನ ವಿತರಿಸಲಾಯಿತು. ಪ್ರಾಂಶುಪಾಲರು, ಉಪನ್ಯಾಸಕರು ಹಾಗೂ ಪೋಷಕರು ಭಾಗವಹಿಸಿದ್ದರು. ಜನಪದ ಕಲೆಗಳ ಪ್ರದರ್ಶನ ಎಲ್ಲರ ಗಮನ ಸೆಳೆಯಿತು. [412, 575, 601, 638]
event-photo [212, 129, 412, 275]
qa-question: 1. PMFME ಯೋಜನೆ ಎಂದರೇನು ಮತ್ತು ಇದರ ಪ್ರಮುಖ ಉದ್ದೇಶಗಳೇನು? [37, 869, 215, 878]
qa-question: 8. ಸಹಾಯಧನವನ್ನು ಯಾವಾಗ ಒದಗಿ ಮಾಡಲಾಗುತ್ತದೆ? [331, 879, 461, 888]
left-news-zone [27, 66, 601, 710]
qa-question: 6. ಅರ್ಹವಾದ ಚಟುವಟಿಕೆಗಳು ಯಾವುವು? [37, 1092, 136, 1102]
qa-note: ಈ ಅರ್ಜಿ ಆಹ್ವಾನವು ಮಾರ್ಚ್ 2025-26 ನೇ ಸಾಲಿಗೆ ಮಾನ್ಯವಾಗಿರುತ್ತದೆ. [331, 868, 496, 875]
phone-label: ಹೆಚ್ಚಿನ ಮಾಹಿತಿಗಾಗಿ: [271, 1329, 372, 1346]
deadline-columns [613, 284, 919, 498]
qa-answer: ◆ ಸಾಮಾನ್ಯ ಮೂಲಸೌಕರ್ಯ ಮತ್ತು ಮಾರುಕಟ್ಟೆ/ಬ್ರಾಂಡಿಂಗ್ ನೆರವು [37, 953, 183, 961]
caption-dateline: ಮಧುಗಿರಿ: [613, 247, 640, 257]
ad-address: ನಂ.17, ಜನರಲ್ ಕೆ.ಎಸ್. ತಿಮ್ಮಯ್ಯ ರಸ್ತೆ (ರಿಚ್ಮಂಡ್ ರಸ್ತೆ), ಬೆಂಗಳೂರು-560 025 [340, 1377, 605, 1388]
right-divider [613, 505, 919, 506]
qa-answer: ◆ ಜಿಲ್ಲಾ ಸಂಪನ್ಮೂಲ ವ್ಯಕ್ತಿಗಳ (DRP) ಸಹಾಯದಿಂದ ಉಚಿತವಾಗಿ ಸಿದ್ಧಪಡಿಸಬಹುದು. [331, 918, 521, 926]
registration-dot [468, 1399, 477, 1408]
gibran-col2: ಗಿಬ್ರಾನ್‌ನ 'ಪ್ರವಾದಿ' ಕೃತಿ ವಿಶ್ವ ಸಾಹಿತ್ಯದ ಅಮೂಲ್ಯ ಕೊಡುಗೆ. ಆತನ ಬರಹಗಳು ಮಾನವೀಯತೆ, ಕರುಣೆ ಮತ್ತು ಆಧ್ಯಾತ್ಮದ ಸಾರವನ್ನು ಹೊಂದಿವೆ ಎಂದು ವಿಶ್ಲೇಷಿಸಿದರು. ಕಾರ್ಯಕ್ರಮದಲ್ಲಿ ಕವಿಗಳು, ವಿದ್ಯಾರ್ಥಿಗಳು, ಸಾಹಿತ್ಯಾಸಕ್ತರು ಭಾಗವಹಿಸಿದ್ದರು. ನಂತರ ಕವಿಗೋಷ್ಠಿ ನಡೆಯಿತು. [770, 535, 919, 587]
water-headline: ಕುಡಿಯುವ ನೀರಿಗೆ ಸ್ವಚ್ಛತೆ ಕೊರತೆ [412, 429, 564, 446]
crowd-heads [623, 184, 632, 193]
paper-tagline: ಸತ್ಯ ಸ್ವಾಸ್ಥ್ಯಪರ ದೃಷ್ಟಿ [875, 31, 919, 38]
manthan-badge: ಮಂಥನ ತಿಪಟೂರು [330, 143, 388, 201]
qa-answer: ◆ ಉಳಿದ ಮೊತ್ತವನ್ನು ಬ್ಯಾಂಕ್ ಸಾಲ ಮತ್ತು ಸ್ವಂತ ಬಂಡವಾಳದಿಂದ ಭರಿಸಬೇಕು. [37, 1080, 210, 1088]
challenge-box-title: ಅಧಿಕಾರಿಗಳಿಗೆ ಸವಾಲು [800, 289, 889, 304]
qa-column-1 [37, 866, 319, 1316]
qa-question: 14. ಜಿಲ್ಲಾ ಸಂಪನ್ಮೂಲ ವ್ಯಕ್ತಿಗಳೆಂದರೆ (DRP) ಯಾರು? ಅವರ ಪಾತ್ರವೇನು? [331, 1033, 507, 1043]
qa-question: 22. ಸ್ವಸಹಾಯ ಗುಂಪಿನ ಸದಸ್ಯರಿಗೆ ಯೋಜನೆಯಡಿ ಯಾವ ರೀತಿ ಸಹಾಯಧನ ನೀಡಲಾಗುತ್ತದೆ? [626, 995, 840, 1005]
